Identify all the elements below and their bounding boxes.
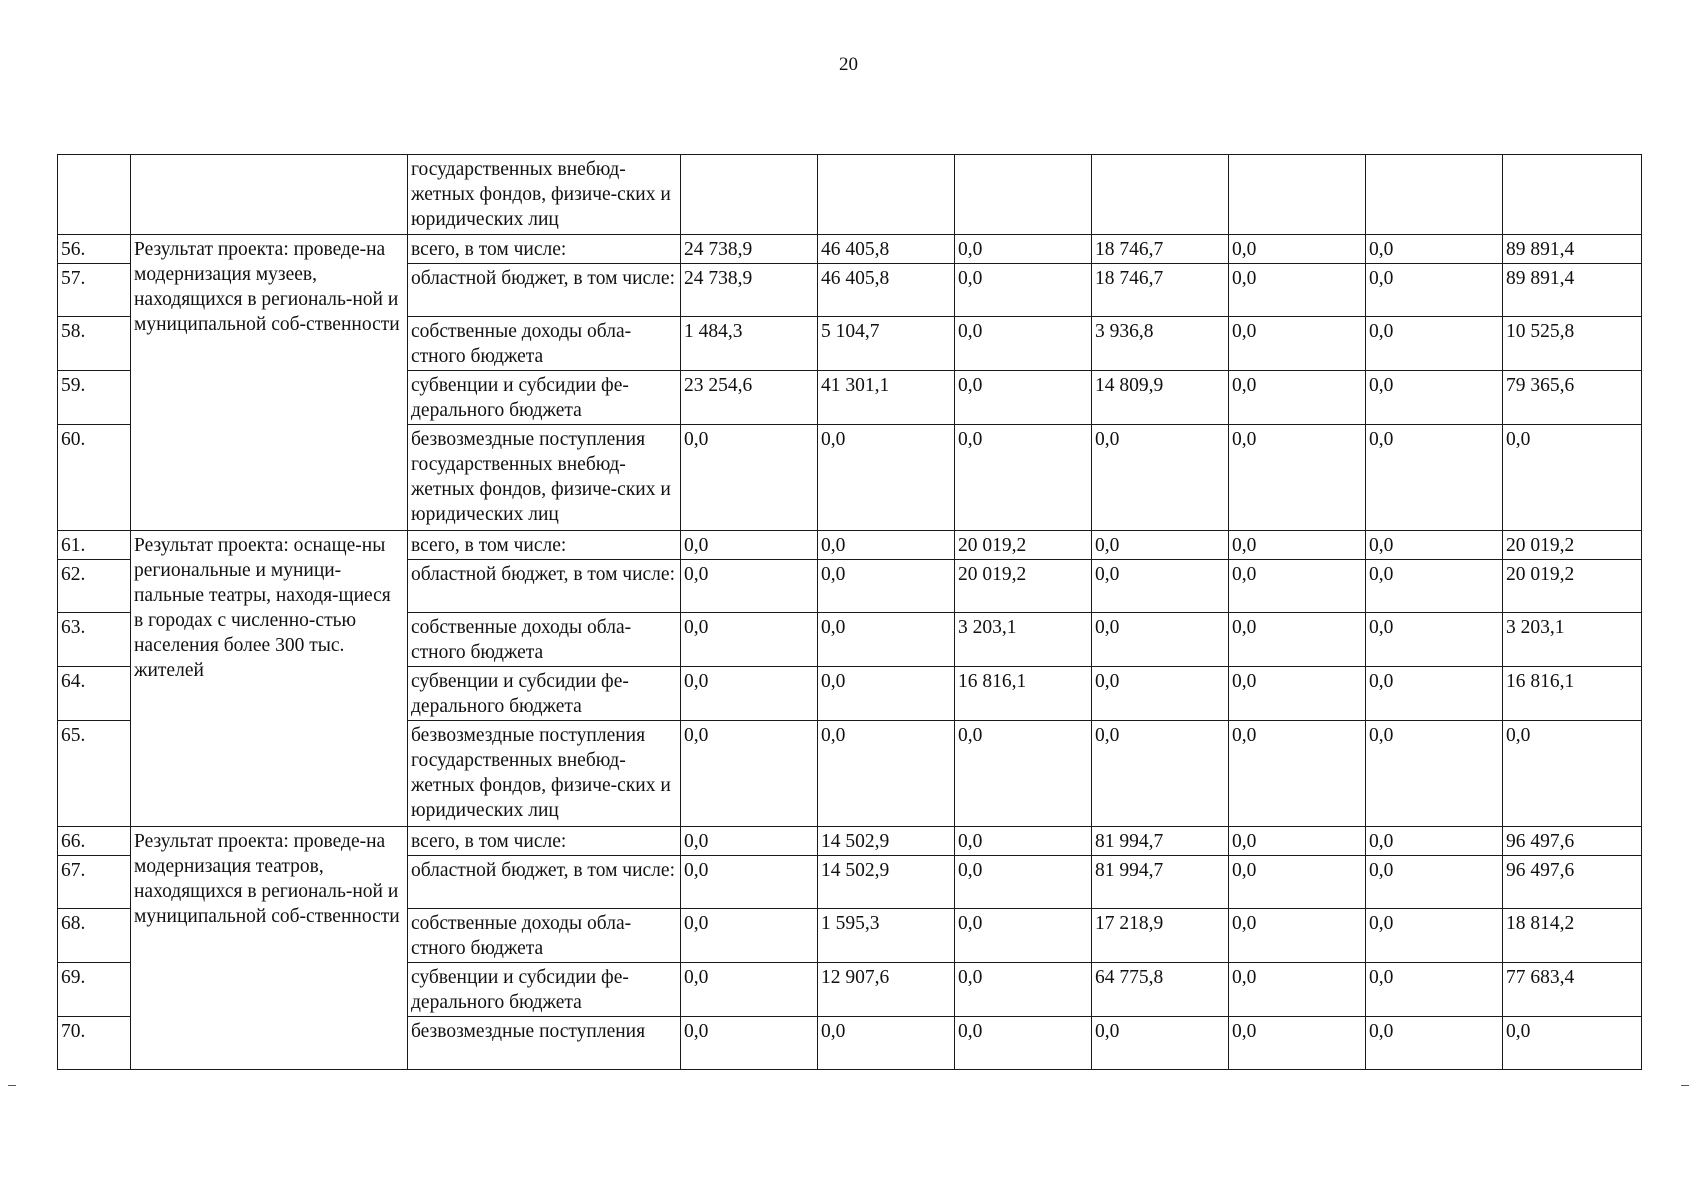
value-cell: [681, 155, 818, 235]
source-cell: областной бюджет, в том числе:: [408, 560, 681, 613]
source-cell: безвозмездные поступления: [408, 1017, 681, 1070]
value-cell: 0,0: [681, 909, 818, 963]
value-cell: 0,0: [681, 560, 818, 613]
value-cell: 0,0: [955, 317, 1092, 371]
value-cell: 0,0: [1366, 371, 1503, 425]
value-cell: 0,0: [955, 1017, 1092, 1070]
value-cell: 0,0: [681, 827, 818, 856]
value-cell: 77 683,4: [1503, 963, 1642, 1017]
source-cell: безвозмездные поступления государственных внебюд-жетных фондов, физиче-ских и юридических лиц: [408, 425, 681, 531]
value-cell: 24 738,9: [681, 264, 818, 317]
value-cell: 0,0: [1366, 667, 1503, 721]
value-cell: 23 254,6: [681, 371, 818, 425]
scan-mark-right: [1681, 1085, 1689, 1086]
value-cell: 0,0: [681, 1017, 818, 1070]
value-cell: 0,0: [955, 827, 1092, 856]
row-number: 62.: [58, 560, 131, 613]
value-cell: 24 738,9: [681, 235, 818, 264]
value-cell: 0,0: [818, 1017, 955, 1070]
value-cell: 3 936,8: [1092, 317, 1229, 371]
value-cell: 14 502,9: [818, 827, 955, 856]
value-cell: 16 816,1: [1503, 667, 1642, 721]
value-cell: 81 994,7: [1092, 827, 1229, 856]
value-cell: 0,0: [1366, 963, 1503, 1017]
value-cell: 20 019,2: [955, 560, 1092, 613]
row-number: 70.: [58, 1017, 131, 1070]
value-cell: 0,0: [955, 721, 1092, 827]
value-cell: 0,0: [1366, 1017, 1503, 1070]
value-cell: 0,0: [1366, 721, 1503, 827]
source-cell: собственные доходы обла-стного бюджета: [408, 909, 681, 963]
value-cell: 79 365,6: [1503, 371, 1642, 425]
value-cell: 0,0: [955, 235, 1092, 264]
value-cell: 18 746,7: [1092, 264, 1229, 317]
value-cell: 17 218,9: [1092, 909, 1229, 963]
row-number: 67.: [58, 856, 131, 909]
source-cell: государственных внебюд-жетных фондов, физиче-ских и юридических лиц: [408, 155, 681, 235]
source-cell: собственные доходы обла-стного бюджета: [408, 613, 681, 667]
row-number: 69.: [58, 963, 131, 1017]
value-cell: 0,0: [818, 667, 955, 721]
row-number: 59.: [58, 371, 131, 425]
value-cell: 18 746,7: [1092, 235, 1229, 264]
value-cell: 0,0: [1229, 235, 1366, 264]
row-number: 64.: [58, 667, 131, 721]
row-number: 65.: [58, 721, 131, 827]
value-cell: 0,0: [1229, 963, 1366, 1017]
value-cell: 0,0: [1366, 317, 1503, 371]
row-number: 57.: [58, 264, 131, 317]
source-cell: субвенции и субсидии фе-дерального бюджета: [408, 371, 681, 425]
value-cell: 0,0: [1366, 856, 1503, 909]
value-cell: 0,0: [1229, 909, 1366, 963]
value-cell: 0,0: [1229, 1017, 1366, 1070]
value-cell: 0,0: [955, 425, 1092, 531]
value-cell: 89 891,4: [1503, 264, 1642, 317]
value-cell: 0,0: [955, 856, 1092, 909]
value-cell: 14 809,9: [1092, 371, 1229, 425]
value-cell: 0,0: [818, 531, 955, 560]
value-cell: 46 405,8: [818, 235, 955, 264]
value-cell: 0,0: [1092, 613, 1229, 667]
value-cell: 0,0: [818, 560, 955, 613]
source-cell: всего, в том числе:: [408, 827, 681, 856]
row-number: 66.: [58, 827, 131, 856]
value-cell: 64 775,8: [1092, 963, 1229, 1017]
value-cell: 0,0: [1229, 856, 1366, 909]
value-cell: 0,0: [1229, 317, 1366, 371]
value-cell: 0,0: [1092, 531, 1229, 560]
value-cell: 0,0: [681, 856, 818, 909]
value-cell: 0,0: [818, 613, 955, 667]
source-cell: субвенции и субсидии фе-дерального бюджета: [408, 963, 681, 1017]
value-cell: 0,0: [1092, 667, 1229, 721]
value-cell: 81 994,7: [1092, 856, 1229, 909]
value-cell: 0,0: [1092, 425, 1229, 531]
table-row: [58, 235, 1642, 264]
value-cell: 0,0: [681, 963, 818, 1017]
value-cell: 0,0: [1092, 560, 1229, 613]
table-row: [58, 827, 1642, 856]
value-cell: [1229, 155, 1366, 235]
value-cell: 0,0: [1229, 613, 1366, 667]
value-cell: 0,0: [1229, 721, 1366, 827]
empty-num-cell: [58, 155, 131, 235]
value-cell: 0,0: [1366, 827, 1503, 856]
value-cell: 16 816,1: [955, 667, 1092, 721]
result-description: Результат проекта: проведе-на модернизация музеев, находящихся в региональ-ной и муниципальной соб-ственности: [131, 235, 408, 531]
value-cell: 0,0: [1229, 371, 1366, 425]
value-cell: 0,0: [955, 264, 1092, 317]
value-cell: 0,0: [1229, 667, 1366, 721]
source-cell: областной бюджет, в том числе:: [408, 856, 681, 909]
value-cell: 14 502,9: [818, 856, 955, 909]
source-cell: собственные доходы обла-стного бюджета: [408, 317, 681, 371]
row-number: 58.: [58, 317, 131, 371]
source-cell: всего, в том числе:: [408, 235, 681, 264]
table-body: [58, 155, 1642, 1070]
value-cell: 0,0: [1366, 613, 1503, 667]
value-cell: 0,0: [955, 371, 1092, 425]
value-cell: 0,0: [955, 909, 1092, 963]
source-cell: областной бюджет, в том числе:: [408, 264, 681, 317]
result-description: Результат проекта: проведе-на модернизация театров, находящихся в региональ-ной и муниципальной соб-ственности: [131, 827, 408, 1070]
value-cell: 3 203,1: [955, 613, 1092, 667]
value-cell: 0,0: [681, 721, 818, 827]
value-cell: 0,0: [1229, 264, 1366, 317]
value-cell: 18 814,2: [1503, 909, 1642, 963]
value-cell: 0,0: [955, 963, 1092, 1017]
value-cell: [1503, 155, 1642, 235]
result-description: Результат проекта: оснаще-ны региональные и муници-пальные театры, находя-щиеся в городах с численно-стью населения более 300 тыс. жителей: [131, 531, 408, 827]
source-cell: безвозмездные поступления государственных внебюд-жетных фондов, физиче-ских и юридических лиц: [408, 721, 681, 827]
row-number: 63.: [58, 613, 131, 667]
value-cell: 0,0: [1229, 827, 1366, 856]
value-cell: 0,0: [1503, 1017, 1642, 1070]
value-cell: 1 484,3: [681, 317, 818, 371]
row-number: 56.: [58, 235, 131, 264]
value-cell: 20 019,2: [1503, 531, 1642, 560]
value-cell: 0,0: [1366, 560, 1503, 613]
scan-mark-left: [8, 1085, 16, 1086]
source-cell: субвенции и субсидии фе-дерального бюджета: [408, 667, 681, 721]
value-cell: 1 595,3: [818, 909, 955, 963]
empty-desc-cell: [131, 155, 408, 235]
value-cell: 0,0: [1229, 560, 1366, 613]
value-cell: 10 525,8: [1503, 317, 1642, 371]
value-cell: 0,0: [1092, 1017, 1229, 1070]
value-cell: [818, 155, 955, 235]
value-cell: 41 301,1: [818, 371, 955, 425]
table-row: [58, 531, 1642, 560]
value-cell: 46 405,8: [818, 264, 955, 317]
value-cell: 96 497,6: [1503, 827, 1642, 856]
value-cell: [1092, 155, 1229, 235]
value-cell: 0,0: [681, 613, 818, 667]
value-cell: 0,0: [1229, 425, 1366, 531]
row-number: 61.: [58, 531, 131, 560]
value-cell: 20 019,2: [1503, 560, 1642, 613]
value-cell: 0,0: [1366, 235, 1503, 264]
value-cell: 0,0: [818, 721, 955, 827]
value-cell: 0,0: [1503, 425, 1642, 531]
value-cell: 0,0: [1366, 909, 1503, 963]
page-number: 20: [839, 54, 858, 75]
row-number: 60.: [58, 425, 131, 531]
table-row-continuation: [58, 155, 1642, 235]
value-cell: 0,0: [681, 531, 818, 560]
value-cell: 0,0: [1366, 264, 1503, 317]
value-cell: 0,0: [1366, 531, 1503, 560]
value-cell: 0,0: [1366, 425, 1503, 531]
value-cell: 12 907,6: [818, 963, 955, 1017]
value-cell: 5 104,7: [818, 317, 955, 371]
value-cell: 96 497,6: [1503, 856, 1642, 909]
value-cell: [1366, 155, 1503, 235]
value-cell: 20 019,2: [955, 531, 1092, 560]
row-number: 68.: [58, 909, 131, 963]
value-cell: 89 891,4: [1503, 235, 1642, 264]
source-cell: всего, в том числе:: [408, 531, 681, 560]
value-cell: 0,0: [1092, 721, 1229, 827]
budget-table: [57, 154, 1642, 1070]
value-cell: 0,0: [681, 425, 818, 531]
value-cell: 0,0: [818, 425, 955, 531]
value-cell: 0,0: [1229, 531, 1366, 560]
value-cell: 0,0: [681, 667, 818, 721]
value-cell: 0,0: [1503, 721, 1642, 827]
value-cell: 3 203,1: [1503, 613, 1642, 667]
value-cell: [955, 155, 1092, 235]
